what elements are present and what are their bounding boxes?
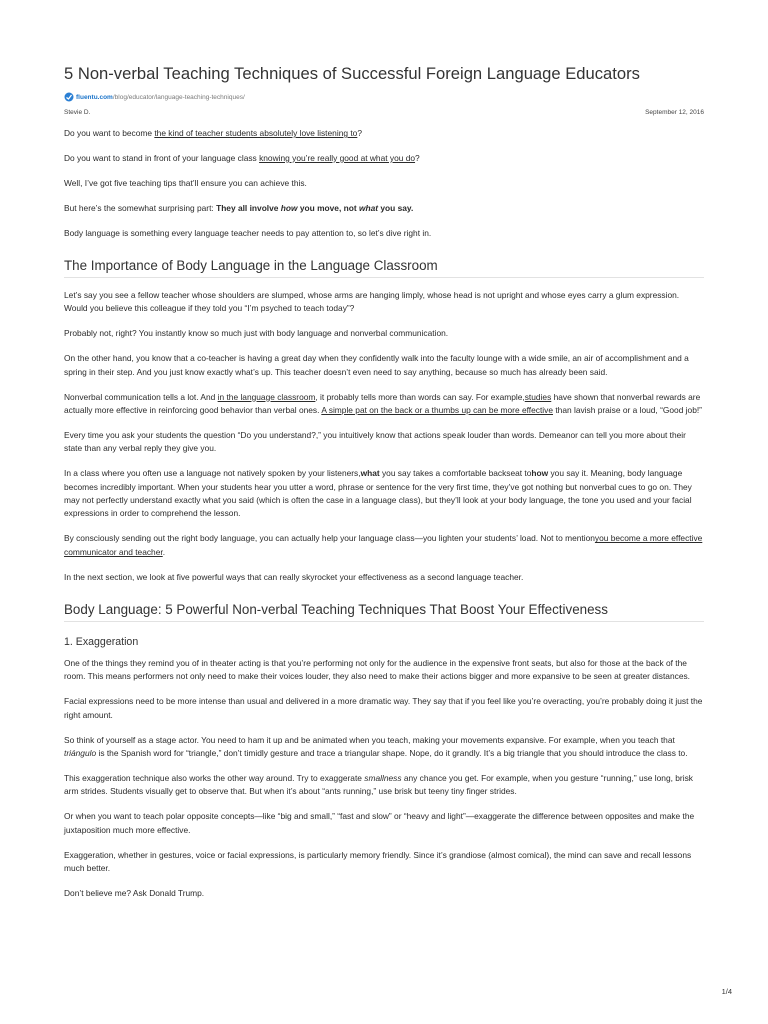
body-paragraph: So think of yourself as a stage actor. You need to ham it up and be animated when you teach, making your movements expansive. For example, when you teach that triángulo is the Spanish word for “triangle,” don’t timidly gesture and trace a triangular shape. Nope, do it grandly. It’s a big triangle that you should introduce the class to. — [64, 734, 688, 759]
intro-paragraph: But here’s the somewhat surprising part: They all involve how you move, not what you say. — [64, 202, 414, 213]
body-paragraph: Nonverbal communication tells a lot. And in the language classroom, it probably tells more than words can say. For example,studies have shown that nonverbal rewards are actually more effective in reinforcing good behavior than verbal ones. A simple pat on the back or a thumbs up can be more effective than lavish praise or a loud, “Good job!” — [64, 391, 702, 415]
publish-date: September 12, 2016 — [645, 109, 704, 116]
really-good-link[interactable]: knowing you’re really good at what you do — [259, 152, 416, 163]
body-paragraph: Don’t believe me? Ask Donald Trump. — [64, 887, 205, 898]
body-paragraph: Or when you want to teach polar opposite concepts—like “big and small,” “fast and slow” or “heavy and light”—exaggerate the difference between opposites and make the juxtaposition much more effective. — [64, 811, 695, 835]
body-paragraph: Let’s say you see a fellow teacher whose shoulders are slumped, whose arms are hanging limply, whose head is not upright and whose eyes carry a glum expression. Would you believe this colleague if they told you “I’m psyched to teach today”? — [64, 290, 680, 314]
body-paragraph: Probably not, right? You instantly know so much just with body language and nonverbal communication. — [64, 328, 449, 339]
fluentu-logo-icon — [64, 92, 74, 102]
language-classroom-link[interactable]: in the language classroom — [217, 391, 316, 402]
body-paragraph: Facial expressions need to be more intense than usual and delivered in a more dramatic way. They say that if you feel like you’re overacting, you’re probably doing it just the right amount. — [64, 696, 703, 720]
intro-paragraph: Do you want to become the kind of teacher students absolutely love listening to? — [64, 128, 362, 138]
body-paragraph: This exaggeration technique also works the other way around. Try to exaggerate smallness any chance you get. For example, when you gesture “running,” use long, brisk arm strides. Students visually get to observe that. But when it’s about “ants running,” use brisk but teeny tiny finger strides. — [64, 772, 693, 797]
body-paragraph: Exaggeration, whether in gestures, voice or facial expressions, is particularly memory friendly. Since it’s grandiose (almost comical), the mind can save and recall lessons much better. — [64, 849, 692, 873]
body-paragraph: In a class where you often use a language not natively spoken by your listeners,what you say takes a comfortable backseat tohow you say it. Meaning, body language becomes incredibly important. When your students hear you utter a word, phrase or sentence for the very first time, they’ve got nothing but nonverbal cues to go on. They may not perfectly understand exactly what you said (which is often the case in a language class), but they’ll look at your body language, the tone you used and your facial expressions in order to comprehend the lesson. — [64, 468, 692, 519]
body-paragraph: In the next section, we look at five powerful ways that can really skyrocket your effectiveness as a second language teacher. — [64, 571, 524, 582]
section-heading: Body Language: 5 Powerful Non-verbal Teaching Techniques That Boost Your Effectiveness — [64, 602, 704, 622]
meta-line — [64, 109, 704, 116]
article-body — [64, 127, 704, 912]
page-number: 1/4 — [721, 987, 732, 996]
body-paragraph: On the other hand, you know that a co-teacher is having a great day when they confidently walk into the faculty lounge with a wide smile, an air of accomplishment and a spring in their step. And you just know exactly what’s up. This teacher doesn’t even need to say anything, because so much has already been said. — [64, 353, 689, 377]
studies-link[interactable]: studies — [524, 391, 552, 402]
source-url[interactable]: fluentu.com/blog/educator/language-teaching-techniques/ — [76, 93, 245, 101]
pat-on-back-link[interactable]: A simple pat on the back or a thumbs up can be more effective — [321, 404, 553, 415]
page-title: 5 Non-verbal Teaching Techniques of Successful Foreign Language Educators — [64, 64, 640, 83]
section-heading: The Importance of Body Language in the Language Classroom — [64, 258, 704, 278]
intro-paragraph: Body language is something every language teacher needs to pay attention to, so let’s dive right in. — [64, 227, 432, 238]
effective-communicator-link[interactable]: you become a more effective communicator and teacher — [64, 533, 703, 557]
subsection-heading: 1. Exaggeration — [64, 636, 139, 649]
body-paragraph: Every time you ask your students the question “Do you understand?,” you intuitively know that actions speak louder than words. Demeanor can tell you more about their state than any verbal reply they give you. — [64, 429, 686, 454]
teacher-students-love-link[interactable]: the kind of teacher students absolutely love listening to — [154, 128, 358, 138]
intro-paragraph: Do you want to stand in front of your language class knowing you’re really good at what you do? — [64, 152, 420, 163]
body-paragraph: By consciously sending out the right body language, you can actually help your language class—you lighten your students’ load. Not to mentionyou become a more effective communicator and teacher. — [64, 533, 703, 557]
body-paragraph: One of the things they remind you of in theater acting is that you’re performing not only for the audience in the expensive front seats, but also for those at the back of the room. This means performers not only need to make their voices louder, they also need to make their actions bigger and more expansive to be seen at greater distances. — [64, 658, 690, 682]
author: Stevie D. — [64, 109, 91, 116]
intro-paragraph: Well, I’ve got five teaching tips that’ll ensure you can achieve this. — [64, 177, 307, 188]
source-line — [64, 92, 245, 102]
